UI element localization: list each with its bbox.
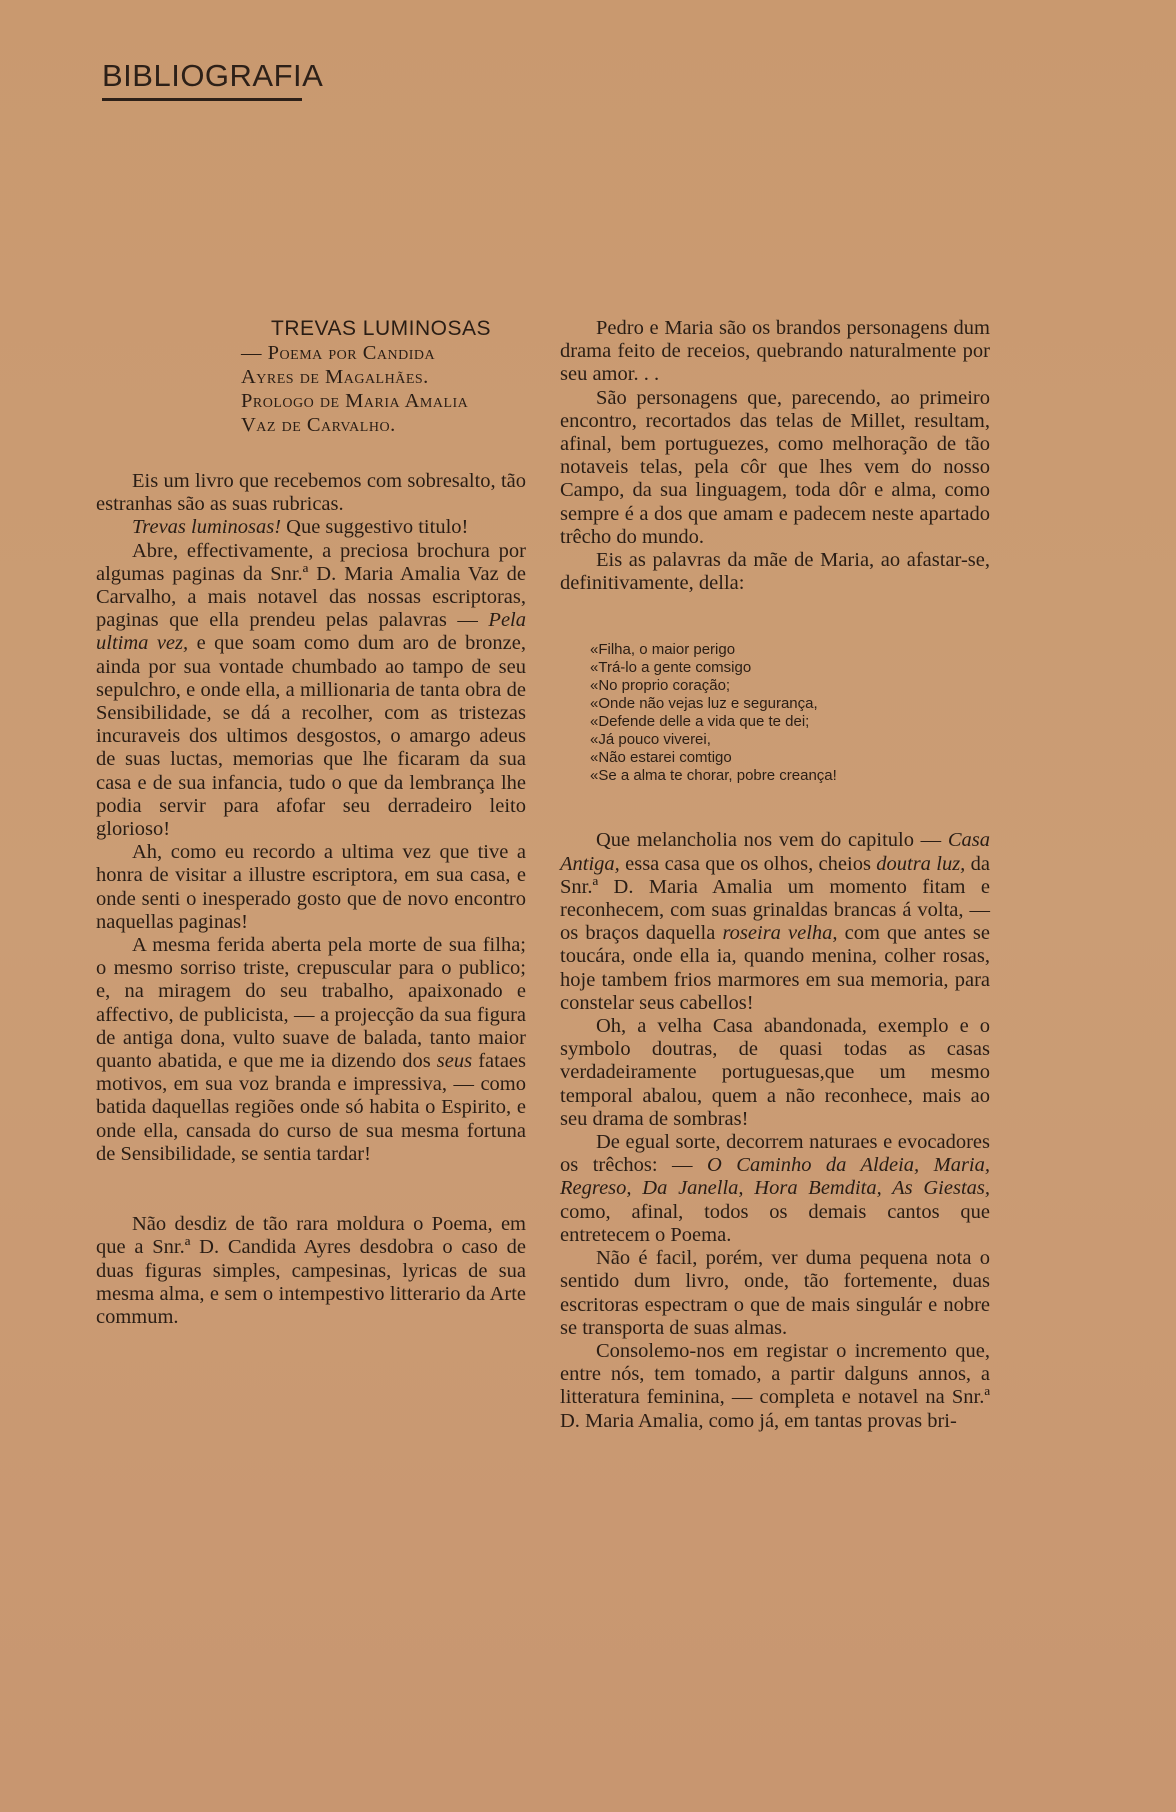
text: e que soam como dum aro de bronze, ainda por sua vontade chumbado ao tampo de seu sepulchro, e onde ella, a millionaria de tanta obra de Sensibilidade, se dá a recolher, com as tristezas incuraveis dos ultimos desgostos, o amargo adeus de suas luctas, memorias que lhe ficaram da sua casa e de sua infancia, tudo o que da lembrança lhe podia servir para afofar seu derradeiro leito glorioso! (96, 632, 526, 841)
italic-text: O Caminho da Aldeia, Maria, Regreso, Da Janella, Hora Bemdita, As Giestas, (560, 1154, 990, 1200)
section-header: BIBLIOGRAFIA (102, 58, 324, 93)
right-column (560, 317, 990, 1433)
italic-text: Trevas luminosas! (132, 516, 282, 539)
poem-quote (590, 641, 990, 785)
paragraph: Eis as palavras da mãe de Maria, ao afastar-se, definitivamente, della: (560, 549, 990, 595)
text: Que suggestivo titulo! (281, 516, 469, 539)
poem-line: «Não estarei comtigo (590, 749, 732, 767)
paragraph (96, 540, 526, 842)
italic-text: roseira velha, (722, 922, 838, 945)
header-underline (102, 98, 302, 101)
citation-line: Vaz de Carvalho. (241, 414, 396, 436)
book-citation (241, 317, 526, 437)
paragraph: Eis um livro que recebemos com sobresalto, tão estranhas são as suas rubricas. (96, 470, 526, 516)
paragraph: Pedro e Maria são os brandos personagens dum drama feito de receios, quebrando naturalmente por seu amor. . . (560, 317, 990, 386)
poem-line: «Onde não vejas luz e segurança, (590, 695, 818, 713)
left-column (96, 317, 526, 1329)
paragraph (96, 516, 526, 539)
citation-line: Prologo de Maria Amalia (241, 390, 469, 412)
text: essa casa que os olhos, cheios (619, 852, 877, 875)
text: fataes motivos, em sua voz branda e impressiva, — como batida daquellas regiões onde só habita o Espirito, e onde ella, cansada do curso de sua mesma fortuna de Sensibilidade, se sentia tardar! (96, 1050, 527, 1165)
paragraph (560, 829, 990, 1015)
citation-line: Ayres de Magalhães. (241, 366, 429, 388)
paragraph: Consolemo-nos em registar o incremento que, entre nós, tem tomado, a partir dalguns annos, a litteratura feminina, — completa e notavel na Snr.ª D. Maria Amalia, como já, em tantas provas bri- (560, 1339, 990, 1432)
book-title: TREVAS LUMINOSAS (271, 317, 491, 340)
poem-line: «Filha, o maior perigo (590, 641, 736, 659)
paragraph: São personagens que, parecendo, ao primeiro encontro, recortados das telas de Millet, resultam, afinal, bem portuguezes, como melhoração de tão notaveis telas, pela côr que lhes vem do nosso Campo, da sua linguagem, toda dôr e alma, como sempre é a dos que amam e padecem neste apartado trêcho do mundo. (560, 386, 990, 548)
italic-text: Pela ultima vez, (96, 609, 526, 655)
poem-line: «Se a alma te chorar, pobre creança! (590, 767, 837, 785)
paragraph: Oh, a velha Casa abandonada, exemplo e o symbolo doutras, de quasi todas as casas verdadeiramente portuguesas,que um mesmo temporal abalou, quem a não reconhece, mais ao seu drama de sombras! (560, 1015, 990, 1130)
italic-text: Casa Antiga, (560, 829, 990, 875)
paragraph (560, 1131, 990, 1247)
citation-line: — Poema por Candida (241, 342, 436, 364)
text: Abre, effectivamente, a preciosa brochura por algumas paginas da Snr.ª D. Maria Amalia Vaz de Carvalho, a mais notavel das nossas escriptoras, paginas que ella prendeu pelas palavras — (96, 539, 526, 632)
paragraph (96, 934, 526, 1166)
italic-text: seus (436, 1050, 473, 1073)
text: De egual sorte, decorrem naturaes e evocadores os trêchos: — (560, 1131, 990, 1177)
text: da Snr.ª D. Maria Amalia um momento fitam e reconhecem, com suas grinaldas brancas á volta, — os braços daquella (560, 852, 990, 945)
paragraph: Ah, como eu recordo a ultima vez que tive a honra de visitar a illustre escriptora, em sua casa, e onde senti o inesperado gosto que de novo encontro naquellas paginas! (96, 841, 526, 933)
text: A mesma ferida aberta pela morte de sua filha; o mesmo sorriso triste, crepuscular para o publico; e, na miragem do seu trabalho, apaixonado e affectivo, de publicista, — a projecção da sua figura de antiga dona, vulto suave de balada, tanto maior quanto abatida, e que me ia dizendo dos (96, 934, 526, 1073)
text: Que melancholia nos vem do capitulo — (596, 829, 948, 852)
paragraph: Não é facil, porém, ver duma pequena nota o sentido dum livro, onde, tão fortemente, duas escritoras espectram o que de mais singulár e nobre se transporta de suas almas. (560, 1247, 990, 1339)
text: como, afinal, todos os demais cantos que entretecem o Poema. (560, 1200, 990, 1246)
poem-line: «Defende delle a vida que te dei; (590, 713, 810, 731)
poem-line: «Já pouco viverei, (590, 731, 711, 749)
italic-text: doutra luz, (876, 852, 966, 875)
paragraph: Não desdiz de tão rara moldura o Poema, em que a Snr.ª D. Candida Ayres desdobra o caso de duas figuras simples, campesinas, lyricas de sua mesma alma, e sem o intempestivo litterario da Arte commum. (96, 1213, 526, 1328)
text: com que antes se toucára, onde ella ia, quando menina, colher rosas, hoje tambem frios marmores em sua memoria, para constelar seus cabellos! (560, 922, 990, 1014)
poem-line: «No proprio coração; (590, 677, 731, 695)
poem-line: «Trá-lo a gente comsigo (590, 659, 752, 677)
